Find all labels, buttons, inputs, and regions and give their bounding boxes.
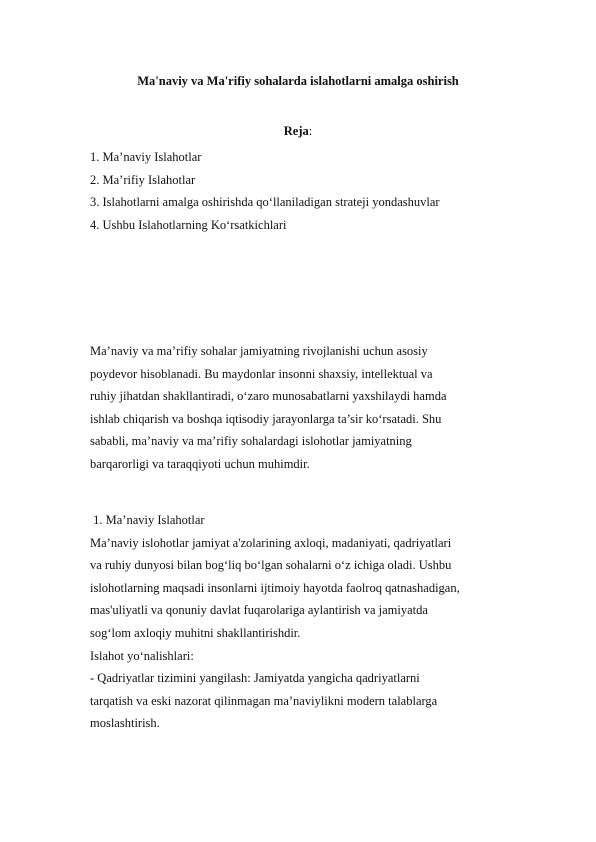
- section-1-line: moslashtirish.: [90, 716, 160, 731]
- section-1-subheading: Islahot yo‘nalishlari:: [90, 648, 194, 663]
- section-1-line: sog‘lom axloqiy muhitni shakllantirishdir.: [90, 625, 301, 640]
- section-1-line: islohotlarning maqsadi insonlarni ijtimoiy hayotda faolroq qatnashadigan,: [90, 580, 460, 595]
- intro-line: ruhiy jihatdan shakllantiradi, o‘zaro munosabatlarni yaxshilaydi hamda: [90, 389, 447, 404]
- intro-line: sababli, ma’naviy va ma’rifiy sohalardagi islohotlar jamiyatning: [90, 434, 412, 449]
- plan-heading-label: Reja: [283, 124, 309, 138]
- document-title: Ma'naviy va Ma'rifiy sohalarda islahotlarni amalga oshirish: [137, 74, 459, 88]
- intro-line: ishlab chiqarish va boshqa iqtisodiy jarayonlarga ta’sir ko‘rsatadi. Shu: [90, 411, 442, 426]
- intro-paragraph: [90, 340, 530, 476]
- plan-list: [90, 146, 440, 237]
- plan-item: 3. Islahotlarni amalga oshirishda qo‘llaniladigan strateji yondashuvlar: [90, 195, 440, 210]
- section-1-line: va ruhiy dunyosi bilan bog‘liq bo‘lgan sohalarni o‘z ichiga oladi. Ushbu: [90, 558, 452, 573]
- plan-item: 1. Ma’naviy Islahotlar: [90, 150, 202, 164]
- intro-line: poydevor hisoblanadi. Bu maydonlar insonni shaxsiy, intellektual va: [90, 366, 433, 381]
- plan-heading-colon: :: [308, 124, 313, 138]
- intro-line: Ma’naviy va ma’rifiy sohalar jamiyatning rivojlanishi uchun asosiy: [90, 344, 428, 358]
- section-1-heading: 1. Ma’naviy Islahotlar: [90, 513, 205, 527]
- section-1-line: - Qadriyatlar tizimini yangilash: Jamiyatda yangicha qadriyatlarni: [90, 671, 420, 686]
- plan-heading: [0, 123, 596, 139]
- plan-item: 2. Ma’rifiy Islahotlar: [90, 172, 196, 187]
- plan-item: 4. Ushbu Islahotlarning Ko‘rsatkichlari: [90, 218, 287, 233]
- section-1-line: mas'uliyatli va qonuniy davlat fuqarolariga aylantirish va jamiyatda: [90, 603, 428, 618]
- intro-line: barqarorligi va taraqqiyoti uchun muhimdir.: [90, 456, 310, 471]
- section-1-line: tarqatish va eski nazorat qilinmagan ma’naviylikni modern talablarga: [90, 693, 438, 708]
- section-1-line: Ma’naviy islohotlar jamiyat a'zolarining axloqi, madaniyati, qadriyatlari: [90, 535, 452, 550]
- section-1: [90, 509, 530, 735]
